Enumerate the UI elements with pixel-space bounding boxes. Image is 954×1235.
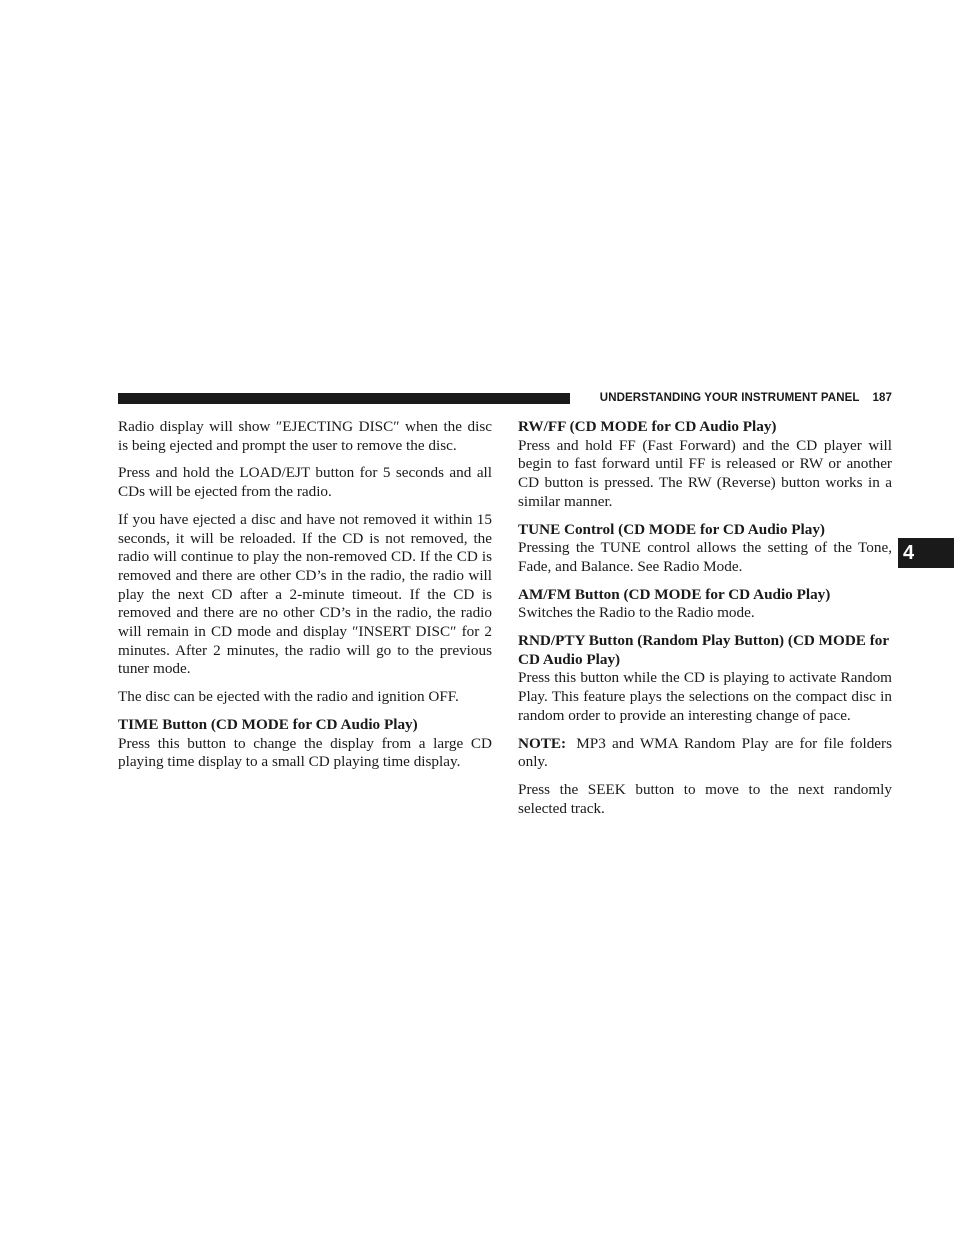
- chapter-tab: 4: [898, 538, 954, 568]
- seek-paragraph: Press the SEEK button to move to the next randomly selected track.: [518, 780, 892, 817]
- section-title: UNDERSTANDING YOUR INSTRUMENT PANEL: [599, 392, 860, 404]
- left-column: [118, 418, 492, 781]
- note-paragraph: [518, 735, 892, 772]
- ignition-off-paragraph: The disc can be ejected with the radio and ignition OFF.: [118, 688, 459, 706]
- tune-control-heading: TUNE Control (CD MODE for CD Audio Play): [518, 520, 825, 538]
- right-column: [518, 418, 892, 827]
- page-number: 187: [872, 392, 892, 404]
- header-rule: [118, 393, 570, 404]
- amfm-button-body: Switches the Radio to the Radio mode.: [518, 604, 755, 622]
- time-button-heading: TIME Button (CD MODE for CD Audio Play): [118, 715, 418, 733]
- rnd-pty-body: Press this button while the CD is playing to activate Random Play. This feature plays the selections on the compact disc in random order to provide an interesting change of pace.: [518, 669, 892, 724]
- rwff-heading: RW/FF (CD MODE for CD Audio Play): [518, 418, 777, 435]
- amfm-button-heading: AM/FM Button (CD MODE for CD Audio Play): [518, 585, 831, 603]
- eject-all-paragraph: Press and hold the LOAD/EJT button for 5 seconds and all CDs will be ejected from the radio.: [118, 464, 492, 501]
- rwff-body: Press and hold FF (Fast Forward) and the CD player will begin to fast forward until FF is released or RW or another CD button is pressed. The RW (Reverse) button works in a similar manner.: [518, 436, 892, 510]
- tune-control-body: Pressing the TUNE control allows the setting of the Tone, Fade, and Balance. See Radio Mode.: [518, 539, 892, 575]
- ejecting-disc-paragraph: Radio display will show ″EJECTING DISC″ when the disc is being ejected and prompt the user to remove the disc.: [118, 418, 492, 454]
- rnd-pty-heading: RND/PTY Button (Random Play Button) (CD MODE for CD Audio Play): [518, 632, 889, 668]
- running-header: [578, 390, 892, 406]
- reload-paragraph: If you have ejected a disc and have not removed it within 15 seconds, it will be reloaded. If the CD is not removed, the radio will continue to play the non-removed CD. If the CD is removed and there are other CD’s in the radio, the radio will play the next CD after a 2-minute timeout. If the CD is removed and there are no other CD’s in the radio, the radio will remain in CD mode and display ″INSERT DISC″ for 2 minutes. After 2 minutes, the radio will go to the previous tuner mode.: [118, 510, 492, 678]
- note-body: MP3 and WMA Random Play are for file folders only.: [518, 734, 893, 771]
- time-button-body: Press this button to change the display from a large CD playing time display to a small CD playing time display.: [118, 734, 492, 771]
- note-label: NOTE:: [518, 734, 567, 752]
